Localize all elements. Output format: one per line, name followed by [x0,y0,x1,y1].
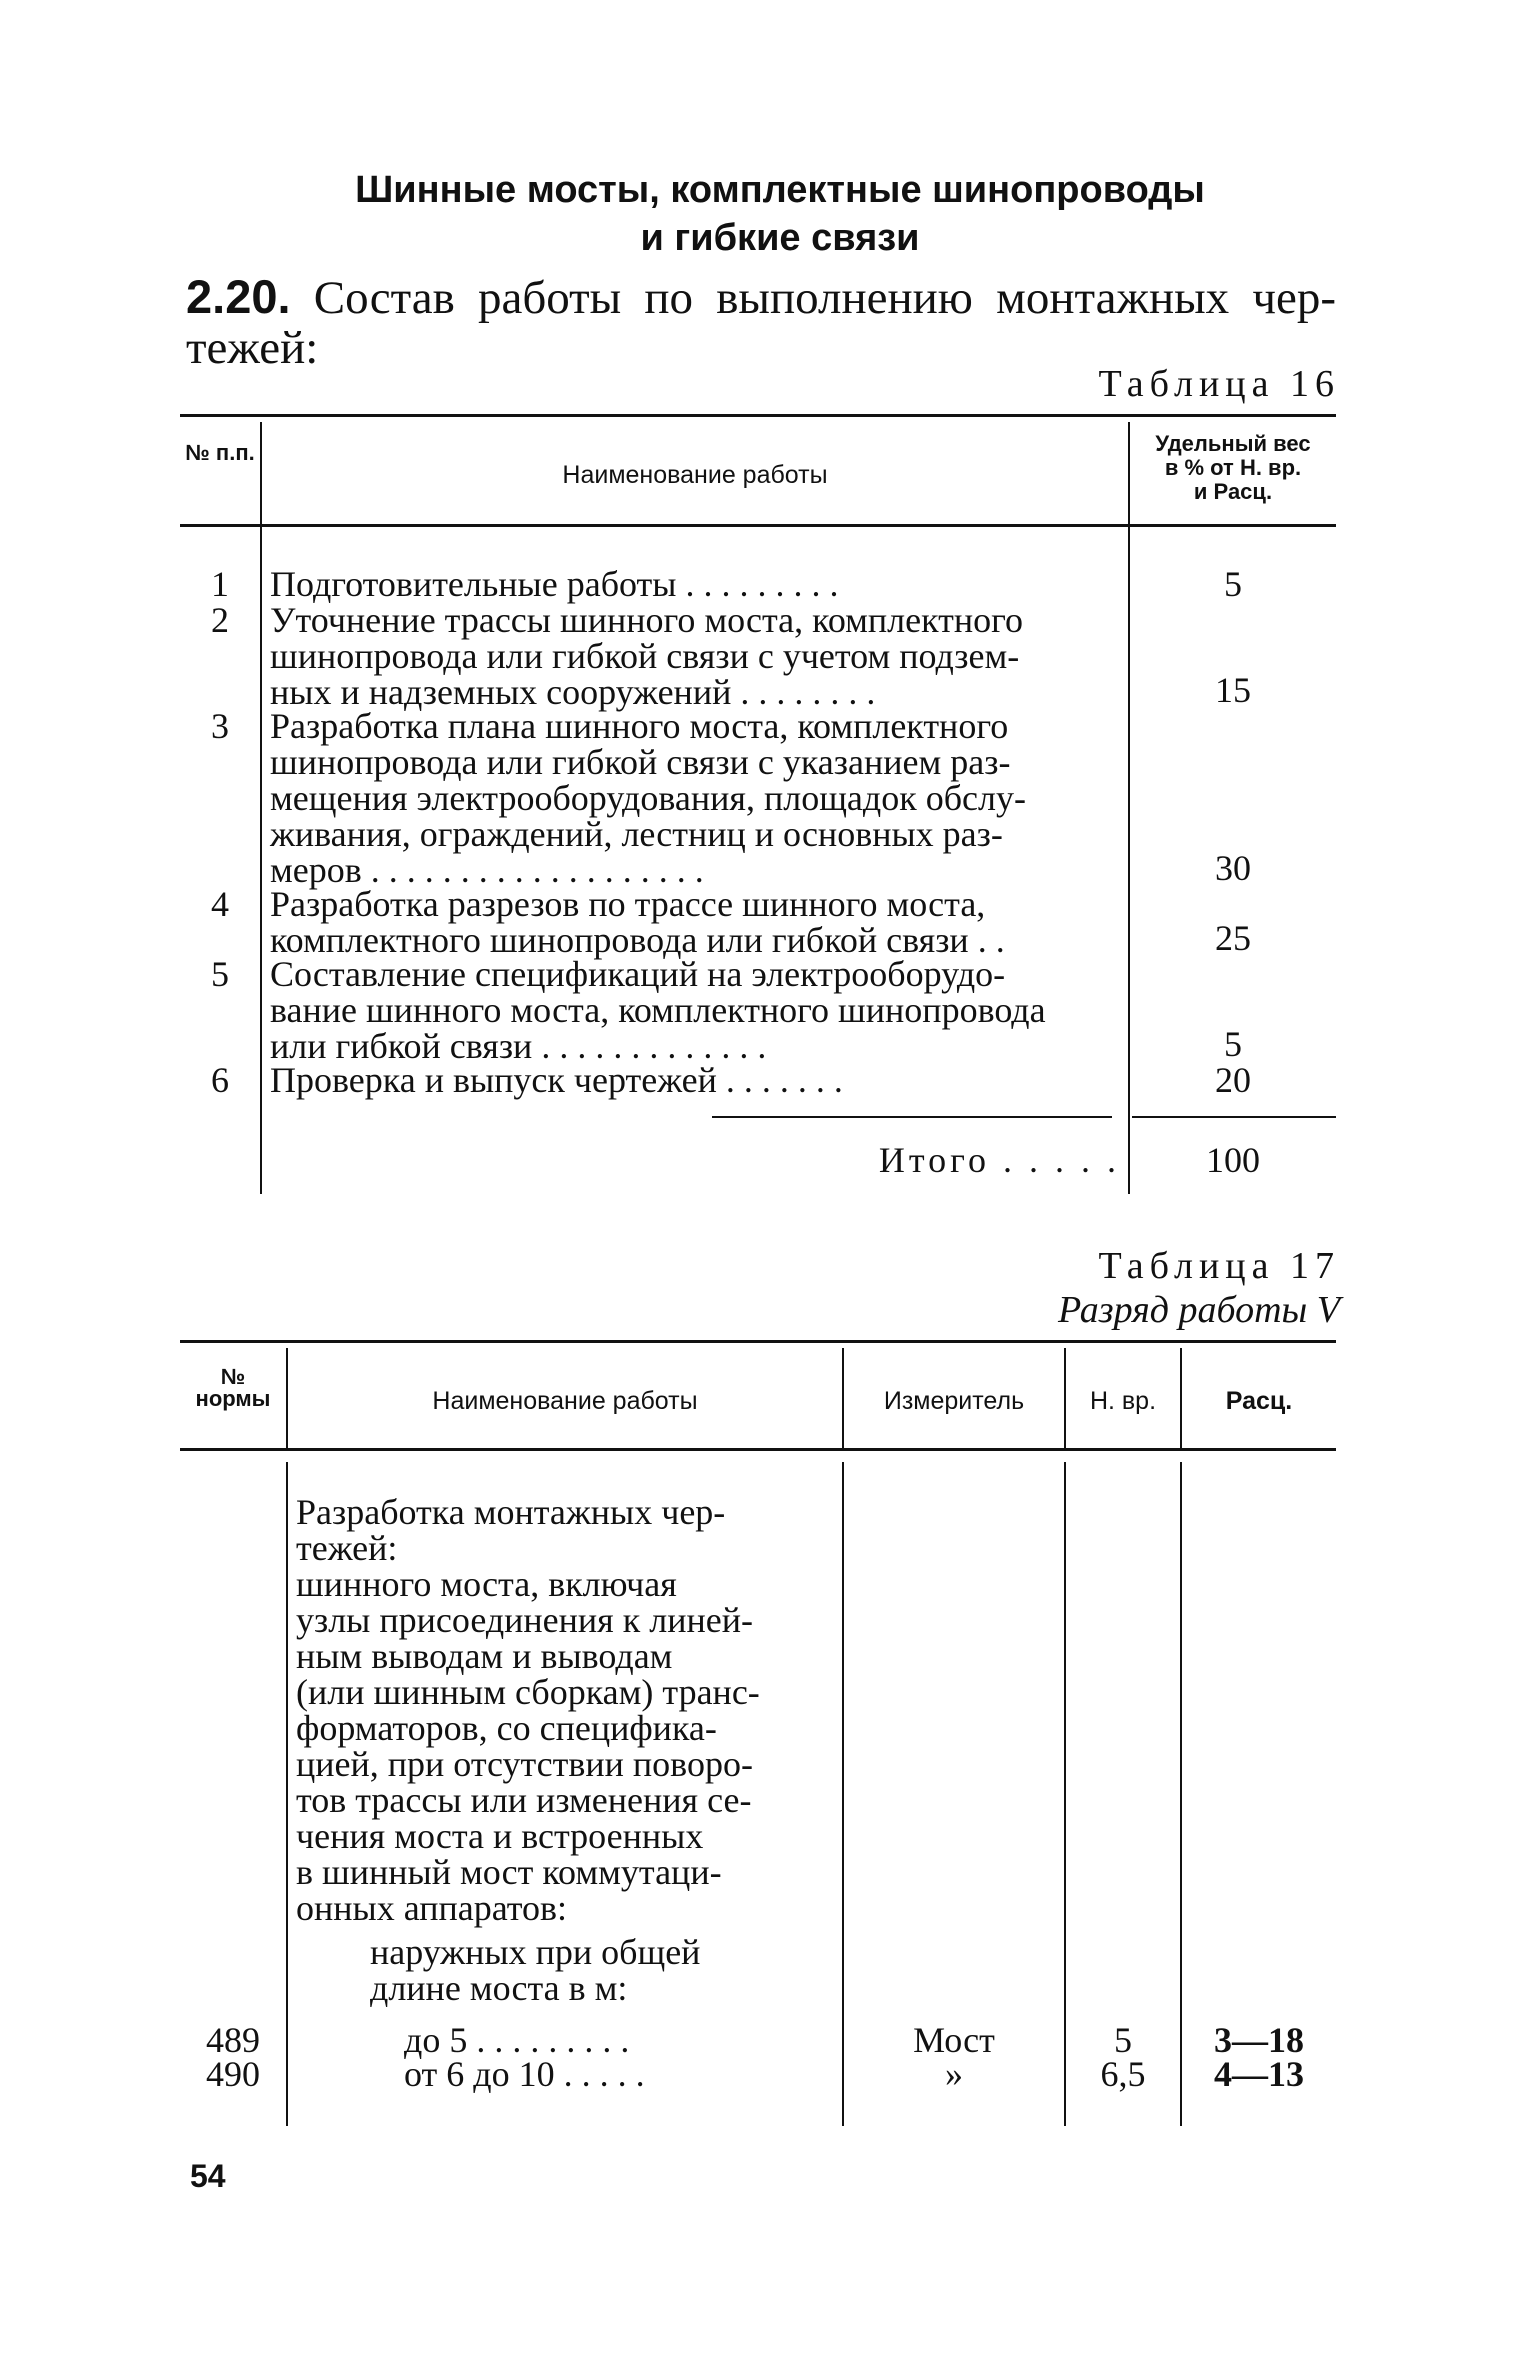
table16-row-3-num: 3 [211,706,229,746]
table17-description-2: шинного моста, включая узлы присоединения к линей- ным выводам и выводам (или шинным сборкам) транс- форматоров, со специфика- цией, при отсутствии поворо- тов трассы или изменения се- чения моста и встроенных в шинный мост коммутаци- онных аппаратов: [296,1564,760,1928]
clause-number: 2.20. [186,270,291,323]
table16-header-share-l3: и Расц. [1193,479,1273,504]
table16-row-2-value: 15 [1215,670,1251,710]
table16-header-num: № п.п. [185,440,255,465]
table17-top-rule [180,1340,1336,1343]
section-heading-line-1: Шинные мосты, комплектные шинопроводы [355,169,1205,211]
table17-header-unit: Измеритель [883,1387,1025,1415]
table16-total-rule-right [1132,1116,1336,1118]
table16-row-6-text: Проверка и выпуск чертежей . . . . . . . [270,1060,843,1100]
table16-row-2-text: Уточнение трассы шинного моста, комплектного шинопровода или гибкой связи с учетом подзем- ных и надземных сооружений . . . . . . . . [270,600,1024,712]
table17-description: Разработка монтажных чер- тежей: [296,1492,726,1568]
table17-row-490-num: 490 [206,2054,260,2094]
table16-caption: Таблица 16 [1098,363,1340,405]
table17-row-489-text: до 5 . . . . . . . . . [404,2020,630,2060]
table17-header-num [180,1366,286,1410]
table16-row-4-value: 25 [1215,918,1251,958]
table16-row-5-text: Составление спецификаций на электрооборудо- вание шинного моста, комплектного шинопровода или гибкой связи . . . . . . . . . . . . . [270,954,1046,1066]
table16-total-label: Итого . . . . . [878,1140,1120,1180]
table16-header-share [1130,432,1336,504]
intro-paragraph [186,272,1336,373]
table16-top-rule [180,414,1336,417]
table17-header-num-l2: нормы [195,1386,271,1411]
table17-col-divider-1 [286,1462,288,2126]
table17-row-490-unit: » [945,2054,963,2094]
table17-row-489-num: 489 [206,2020,260,2060]
table17-row-490-rate: 4—13 [1214,2054,1304,2094]
table16-row-1-num: 1 [211,564,229,604]
table16-row-1-value: 5 [1224,564,1242,604]
table16-row-3-value: 30 [1215,848,1251,888]
table16-row-3-text: Разработка плана шинного моста, комплектного шинопровода или гибкой связи с указанием раз- мещения электрооборудования, площадок обслу- живания, ограждений, лестниц и основных раз- меров . . . . . . . . . . . . . . . . . . . [270,706,1026,890]
table16-total-rule-left [712,1116,1112,1118]
table16-header-name: Наименование работы [562,461,828,489]
table16-row-4-num: 4 [211,884,229,924]
table16-total-value: 100 [1206,1140,1260,1180]
table16-row-2-num: 2 [211,600,229,640]
table17-row-489-time: 5 [1114,2020,1132,2060]
table16-row-4-text: Разработка разрезов по трассе шинного моста, комплектного шинопровода или гибкой связи . . [270,884,1005,960]
table17-row-490-time: 6,5 [1100,2054,1146,2094]
section-heading-line-2: и гибкие связи [640,217,920,259]
table17-description-3: наружных при общей длине моста в м: [370,1932,701,2008]
table17-caption: Таблица 17 [1098,1245,1340,1287]
clause-text: Состав работы по выполнению монтажных чер-тежей: [186,272,1336,374]
section-heading [250,166,1310,262]
table17-header-time: Н. вр. [1089,1387,1157,1415]
table16-header-share-l2: в % от Н. вр. [1164,455,1302,480]
table17-header-name: Наименование работы [432,1387,698,1415]
table17-header-rate: Расц. [1225,1387,1293,1415]
table16-header-share-l1: Удельный вес [1155,431,1311,456]
table17-row-489-rate: 3—18 [1214,2020,1304,2060]
table16-row-5-value: 5 [1224,1024,1242,1064]
table16-row-6-num: 6 [211,1060,229,1100]
table17-row-490-text: от 6 до 10 . . . . . [404,2054,645,2094]
table17-subcaption: Разряд работы V [1058,1289,1340,1331]
table17-header-rule [180,1448,1336,1451]
table16-row-5-num: 5 [211,954,229,994]
table16-row-1-text: Подготовительные работы . . . . . . . . . [270,564,839,604]
table17-row-489-unit: Мост [913,2020,995,2060]
table16-header-rule [180,524,1336,527]
table17-header-num-l1: № [220,1364,246,1389]
table16-col-divider-1 [260,422,262,1194]
table16-row-6-value: 20 [1215,1060,1251,1100]
page-number: 54 [190,2158,226,2194]
